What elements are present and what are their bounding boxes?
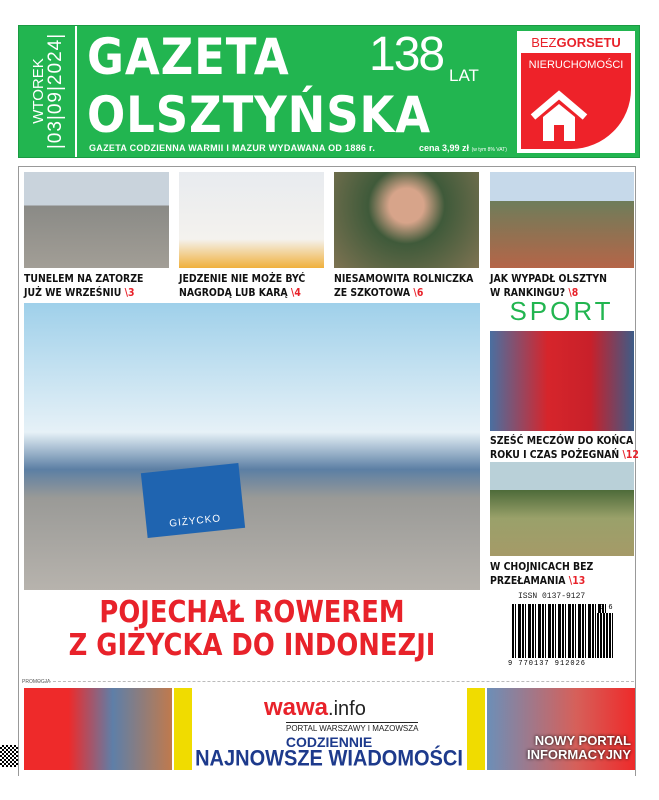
anniversary-years: 138	[369, 28, 444, 81]
issue-date	[19, 26, 77, 157]
caption-line: PRZEŁAMANIA	[490, 573, 566, 587]
wawa-info-ad[interactable]	[24, 688, 635, 770]
sport-caption[interactable]	[490, 434, 639, 462]
sport-heading: SPORT	[509, 296, 614, 326]
barcode-number: 9 770137 912026	[508, 660, 587, 668]
page-ref: \4	[290, 285, 301, 299]
logo-bold: GORSETU	[556, 35, 621, 50]
page-ref: \6	[413, 285, 424, 299]
caption-line: SZEŚĆ MECZÓW DO KOŃCA	[490, 434, 634, 447]
page-ref: \3	[124, 285, 135, 299]
portal-subtitle: PORTAL WARSZAWY I MAZOWSZA	[286, 724, 419, 733]
logo-prefix: BEZ	[531, 35, 557, 50]
caption-line: W CHOJNICACH BEZ	[490, 560, 594, 573]
caption-line: TUNELEM NA ZATORZE	[24, 272, 144, 285]
ad-people-image	[487, 688, 635, 770]
page-ref: \8	[568, 285, 579, 299]
photo-tunnel[interactable]	[24, 172, 169, 268]
ad-yellow-stripe	[174, 688, 192, 770]
tagline: GAZETA CODZIENNA WARMII I MAZUR WYDAWANA OD 1886 r.	[89, 143, 376, 153]
photo-olsztyn[interactable]	[490, 172, 634, 268]
page-ref: \13	[568, 573, 586, 587]
logo-shield	[521, 53, 631, 149]
price	[419, 143, 507, 153]
caption-line: JEDZENIE NIE MOŻE BYĆ	[179, 272, 306, 285]
teaser-caption[interactable]	[334, 272, 473, 300]
ad-yellow-stripe	[467, 688, 485, 770]
price-note: (w tym 8% VAT)	[471, 147, 507, 153]
sport-caption[interactable]	[490, 560, 593, 588]
title-line2: OLSZTYŃSKA	[87, 86, 432, 144]
promo-label: PROMOCJA	[22, 679, 51, 685]
teaser-caption[interactable]	[179, 272, 305, 300]
ad-line2: NAJNOWSZE WIADOMOŚCI	[195, 746, 463, 772]
ad-right-line: NOWY PORTAL	[534, 733, 631, 748]
caption-line: JAK WYPADŁ OLSZTYN	[490, 272, 607, 285]
photo-sport-player[interactable]	[490, 462, 634, 556]
date-text: |03|09|2024|	[45, 32, 66, 150]
ad-right-text	[527, 734, 631, 761]
caption-line: ROKU I CZAS POŻEGNAŃ	[490, 447, 620, 461]
headline-line: POJECHAŁ ROWEREM	[99, 595, 405, 630]
barcode	[512, 604, 607, 658]
banner-text: GIŻYCKO	[168, 513, 222, 530]
caption-line: NIESAMOWITA ROLNICZKA	[334, 272, 474, 285]
brand-suffix: .info	[328, 698, 366, 720]
title-line1: GAZETA	[87, 28, 290, 86]
weekday: WTOREK	[30, 58, 47, 124]
photo-sport-coach[interactable]	[490, 331, 634, 431]
caption-line: NAGRODĄ LUB KARĄ	[179, 285, 288, 299]
headline-line: Z GIŻYCKA DO INDONEZJI	[68, 628, 436, 663]
issn: ISSN 0137-9127	[518, 592, 586, 601]
ad-line1: CODZIENNIE	[285, 734, 373, 750]
wawa-logo	[264, 694, 366, 722]
divider	[38, 681, 634, 682]
teaser-caption[interactable]	[24, 272, 143, 300]
caption-line: W RANKINGU?	[490, 285, 566, 299]
caption-line: ZE SZKOTOWA	[334, 285, 411, 299]
ad-right-line: INFORMACYJNY	[526, 746, 631, 762]
gizycko-banner	[141, 463, 245, 538]
barcode-addon	[597, 613, 613, 658]
house-icon	[529, 89, 589, 144]
masthead	[18, 25, 640, 158]
anniversary-unit: LAT	[449, 66, 479, 85]
main-photo-cyclists[interactable]	[24, 303, 480, 590]
photo-farmer[interactable]	[334, 172, 479, 268]
brand-name: wawa	[264, 694, 329, 721]
page-ref: \12	[622, 447, 639, 461]
barcode-addon-number: 3 6	[600, 604, 613, 612]
photo-nutrition[interactable]	[179, 172, 324, 268]
main-headline[interactable]	[56, 596, 448, 662]
price-value: cena 3,99 zł	[419, 143, 470, 153]
qr-code[interactable]	[0, 745, 18, 767]
ad-phone-image	[24, 688, 172, 770]
bez-gorsetu-logo[interactable]	[517, 31, 635, 153]
logo-subtitle: NIERUCHOMOŚCI	[528, 59, 624, 71]
caption-line: JUŻ WE WRZEŚNIU	[24, 285, 122, 299]
